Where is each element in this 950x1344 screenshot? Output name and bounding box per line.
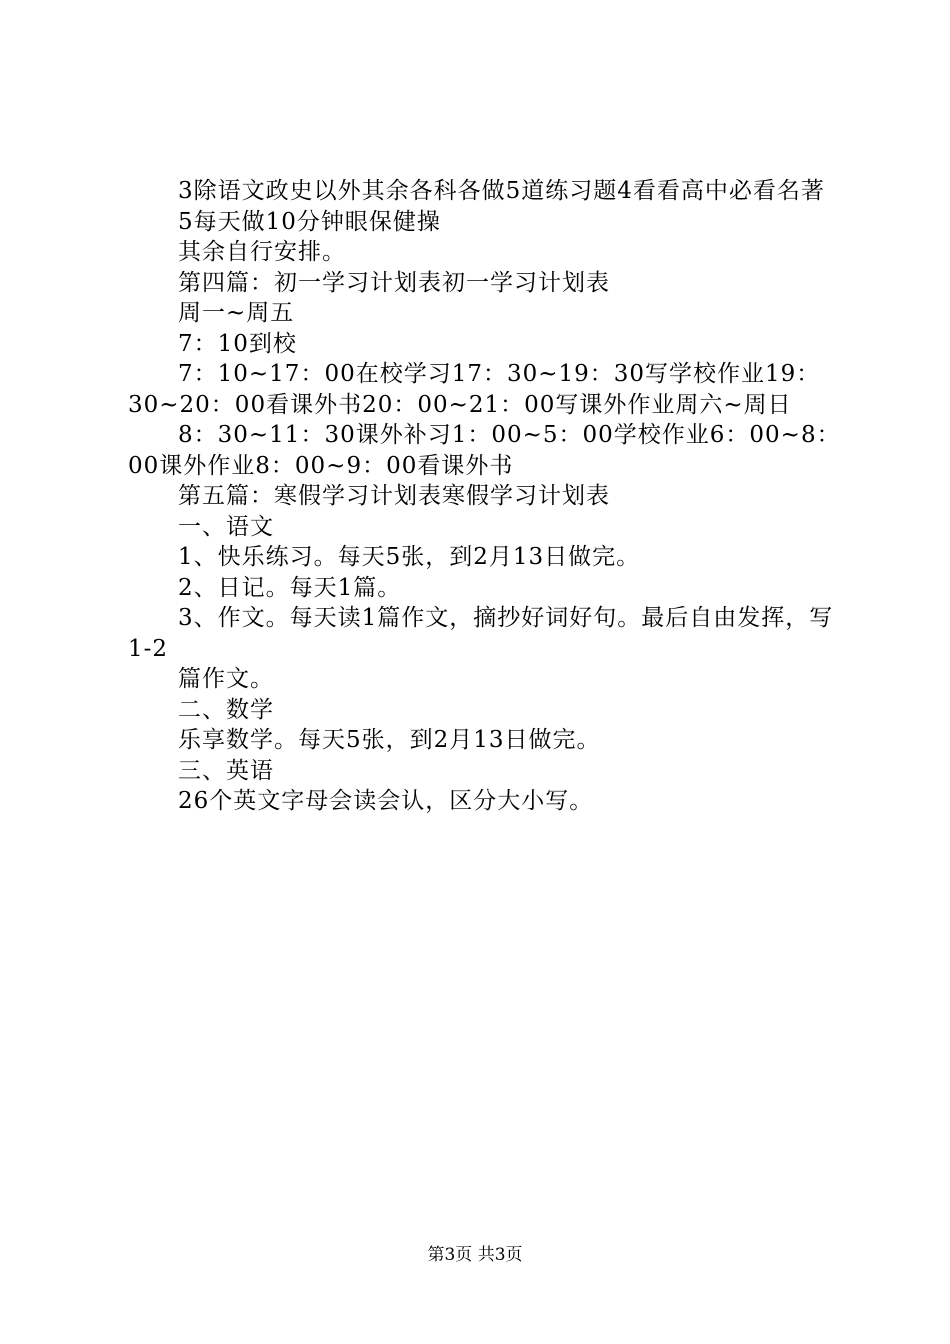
paragraph: 3、作文。每天读1篇作文，摘抄好词好句。最后自由发挥，写1-2 [128, 605, 834, 662]
section-heading: 第四篇：初一学习计划表初一学习计划表 [178, 269, 610, 296]
subheading: 三、英语 [178, 757, 274, 784]
paragraph: 7：10到校 [178, 330, 297, 357]
paragraph: 乐享数学。每天5张，到2月13日做完。 [178, 727, 601, 753]
subheading: 二、数学 [178, 696, 274, 723]
paragraph: 3除语文政史以外其余各科各做5道练习题4看看高中必看名著 [178, 178, 825, 204]
paragraph: 26个英文字母会读会认，区分大小写。 [178, 788, 594, 814]
paragraph: 篇作文。 [178, 666, 274, 692]
paragraph: 周一~周五 [178, 300, 295, 326]
paragraph: 5每天做10分钟眼保健操 [178, 208, 441, 235]
paragraph: 2、日记。每天1篇。 [178, 574, 402, 601]
page-number-label: 第3页 共3页 [427, 1245, 523, 1265]
paragraph: 1、快乐练习。每天5张，到2月13日做完。 [178, 544, 641, 570]
page-footer [0, 1243, 950, 1267]
paragraph: 其余自行安排。 [178, 239, 346, 265]
document-body [128, 176, 848, 817]
subheading: 一、语文 [178, 513, 274, 540]
paragraph: 7：10~17：00在校学习17：30~19：30写学校作业19：30~20：00看课外书20：00~21：00写课外作业周六~周日 [128, 361, 821, 418]
paragraph: 8：30~11：30课外补习1：00~5：00学校作业6：00~8：00课外作业8：00~9：00看课外书 [128, 422, 841, 479]
section-heading: 第五篇：寒假学习计划表寒假学习计划表 [178, 483, 610, 509]
